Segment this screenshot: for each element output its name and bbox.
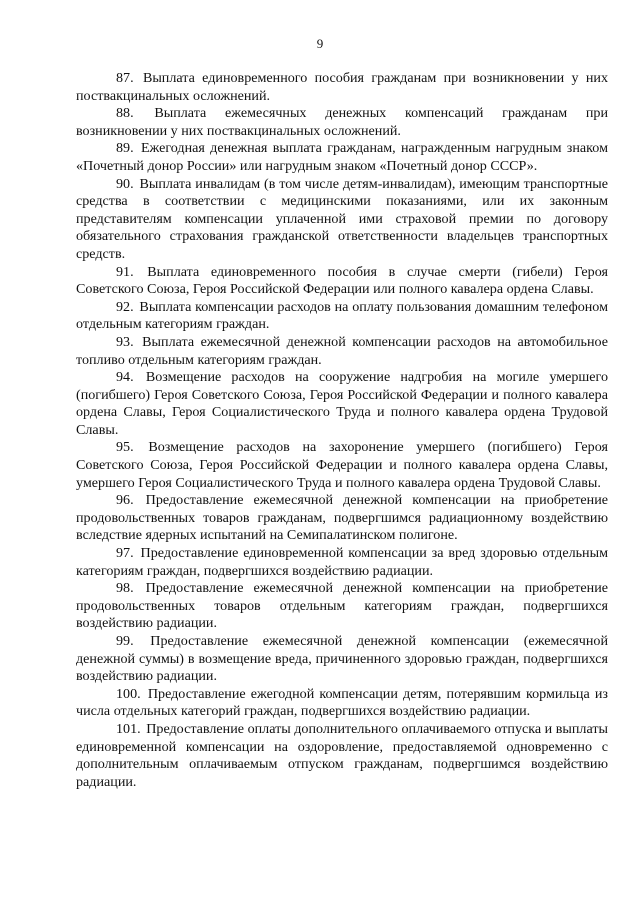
item-text: Предоставление оплаты дополнительного оплачиваемого отпуска и выплаты единовременной компенсации на оздоровление, предоставляемой одновременно с дополнительным оплачиваемым отпуском гражданам, подвергшимся воздействию радиации. <box>76 720 608 790</box>
item-number: 101. <box>116 720 141 737</box>
list-item <box>76 633 608 686</box>
item-number: 100. <box>116 685 141 702</box>
list-item <box>76 721 608 791</box>
item-text: Предоставление ежегодной компенсации детям, потерявшим кормильца из числа отдельных категорий граждан, подвергшихся воздействию радиации. <box>76 685 608 720</box>
list-item <box>76 70 608 105</box>
list-item <box>76 176 608 264</box>
item-text: Предоставление ежемесячной денежной компенсации на приобретение продовольственных товаров отдельным категориям граждан, подвергшихся воздействию радиации. <box>76 580 608 632</box>
item-text: Выплата единовременного пособия в случае смерти (гибели) Героя Советского Союза, Героя Российской Федерации или полного кавалера ордена Славы. <box>76 263 608 298</box>
item-text: Выплата ежемесячной денежной компенсации расходов на автомобильное топливо отдельным категориям граждан. <box>76 333 608 368</box>
item-text: Возмещение расходов на захоронение умершего (погибшего) Героя Советского Союза, Героя Российской Федерации и полного кавалера ордена Славы, умершего Героя Социалистического Труда и полного кавалера ордена Трудовой Славы. <box>76 439 608 491</box>
list-item <box>76 492 608 545</box>
item-number: 97. <box>116 545 134 562</box>
item-text: Выплата единовременного пособия гражданам при возникновении у них поствакцинальных осложнений. <box>76 70 608 104</box>
item-text: Предоставление ежемесячной денежной компенсации на приобретение продовольственных товаров гражданам, подвергшимся радиационному воздействию вследствие ядерных испытаний на Семипалатинском полигоне. <box>76 492 608 544</box>
item-text: Предоставление ежемесячной денежной компенсации (ежемесячной денежной суммы) в возмещение вреда, причиненного здоровью граждан, подвергшихся воздействию радиации. <box>76 633 608 685</box>
list-item <box>76 686 608 721</box>
list-item <box>76 140 608 175</box>
item-number: 87. <box>116 70 134 86</box>
item-number: 95. <box>116 439 134 456</box>
list-item <box>76 334 608 369</box>
list-item <box>76 580 608 633</box>
list-item <box>76 264 608 299</box>
item-text: Возмещение расходов на сооружение надгробия на могиле умершего (погибшего) Героя Советского Союза, Героя Российской Федерации и полного кавалера ордена Славы, Героя Социалистического Труда и полного кавалера ордена Трудовой Славы. <box>76 369 608 438</box>
list-item <box>76 105 608 140</box>
item-number: 90. <box>116 175 134 192</box>
list-item <box>76 545 608 580</box>
item-number: 92. <box>116 298 134 315</box>
item-number: 93. <box>116 333 134 350</box>
item-number: 89. <box>116 140 134 157</box>
item-text: Выплата компенсации расходов на оплату пользования домашним телефоном отдельным категориям граждан. <box>76 298 608 333</box>
list-item <box>76 369 608 439</box>
document-body <box>76 70 608 791</box>
item-number: 94. <box>116 369 134 386</box>
item-text: Выплата ежемесячных денежных компенсаций гражданам при возникновении у них поствакцинальных осложнений. <box>76 105 608 139</box>
item-text: Предоставление единовременной компенсации за вред здоровью отдельным категориям граждан, подвергшихся воздействию радиации. <box>76 545 608 579</box>
item-text: Выплата инвалидам (в том числе детям-инвалидам), имеющим транспортные средства в соответствии с медицинскими показаниями, или их законным представителям компенсации уплаченной ими страховой премии по договору обязательного страхования гражданской ответственности владельцев транспортных средств. <box>76 175 608 262</box>
item-number: 98. <box>116 580 134 597</box>
item-number: 88. <box>116 105 134 122</box>
list-item <box>76 439 608 492</box>
list-item <box>76 299 608 334</box>
item-number: 91. <box>116 263 134 280</box>
item-number: 96. <box>116 492 134 509</box>
item-text: Ежегодная денежная выплата гражданам, награжденным нагрудным знаком «Почетный донор России» или нагрудным знаком «Почетный донор СССР». <box>76 140 608 174</box>
page-number: 9 <box>316 36 324 51</box>
item-number: 99. <box>116 633 134 649</box>
